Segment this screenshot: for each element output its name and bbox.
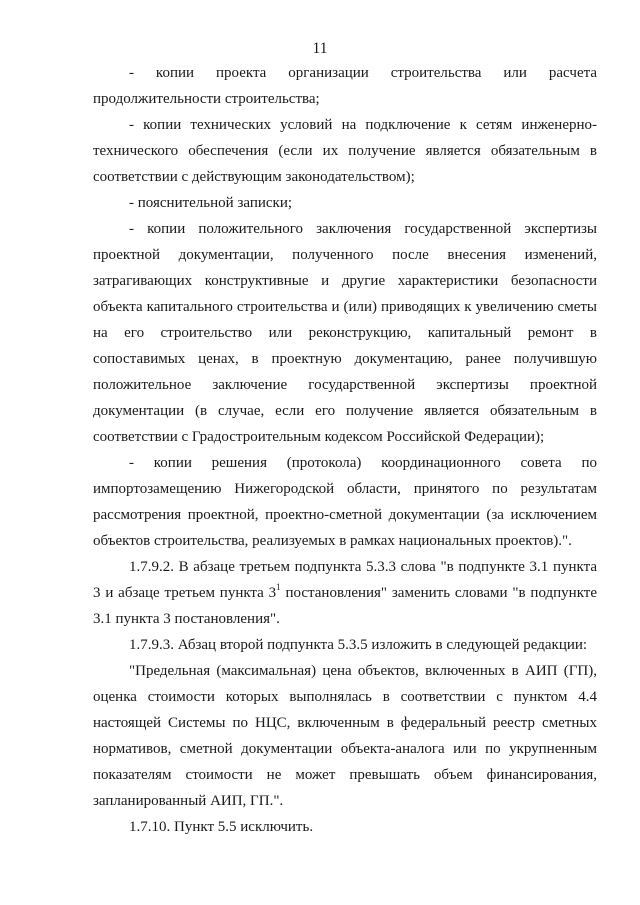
document-body xyxy=(93,60,597,840)
paragraph-expertise-conclusion: - копии положительного заключения государственной экспертизы проектной документации, полученного после внесения изменений, затрагивающих конструктивные и другие характеристики безопасности объекта капитального строительства и (или) приводящих к увеличению сметы на его строительство или реконструкцию, капитальный ремонт в сопоставимых ценах, в проектную документацию, ранее получившую положительное заключение государственной экспертизы проектной документации (в случае, если его получение является обязательным в соответствии с Градостроительным кодексом Российской Федерации); xyxy=(93,221,597,445)
paragraph-1-7-9-2-text-end: постановления" заменить словами "в подпункте 3.1 пункта 3 постановления". xyxy=(93,585,598,627)
paragraph-1-7-9-2-text-start: 1.7.9.2. В абзаце третьем подпункта 5.3.3 слова "в подпункте 3.1 пункта 3 и абзаце третьем пункта 3 xyxy=(93,559,597,601)
paragraph-1-7-9-3: 1.7.9.3. Абзац второй подпункта 5.3.5 изложить в следующей редакции: xyxy=(129,637,588,653)
paragraph-1-7-10: 1.7.10. Пункт 5.5 исключить. xyxy=(129,819,314,835)
paragraph-project-copies: - копии проекта организации строительства или расчета продолжительности строительства; xyxy=(93,65,597,107)
paragraph-explanatory-note: - пояснительной записки; xyxy=(129,195,293,211)
paragraph-technical-conditions: - копии технических условий на подключение к сетям инженерно-технического обеспечения (если их получение является обязательным в соответствии с действующим законодательством); xyxy=(93,117,597,185)
superscript-footnote-mark: 1 xyxy=(276,582,281,592)
paragraph-max-price: "Предельная (максимальная) цена объектов, включенных в АИП (ГП), оценка стоимости которых выполнялась в соответствии с пунктом 4.4 настоящей Системы по НЦС, включенным в федеральный реестр сметных нормативов, сметной документации объекта-аналога или по укрупненным показателям стоимости не может превышать объем финансирования, запланированный АИП, ГП.". xyxy=(93,663,597,809)
paragraph-council-decision: - копии решения (протокола) координационного совета по импортозамещению Нижегородской области, принятого по результатам рассмотрения проектной, проектно-сметной документации (за исключением объектов строительства, реализуемых в рамках национальных проектов).". xyxy=(93,455,597,549)
paragraph-1-7-9-2 xyxy=(93,554,597,632)
page-number: 11 xyxy=(312,40,328,57)
